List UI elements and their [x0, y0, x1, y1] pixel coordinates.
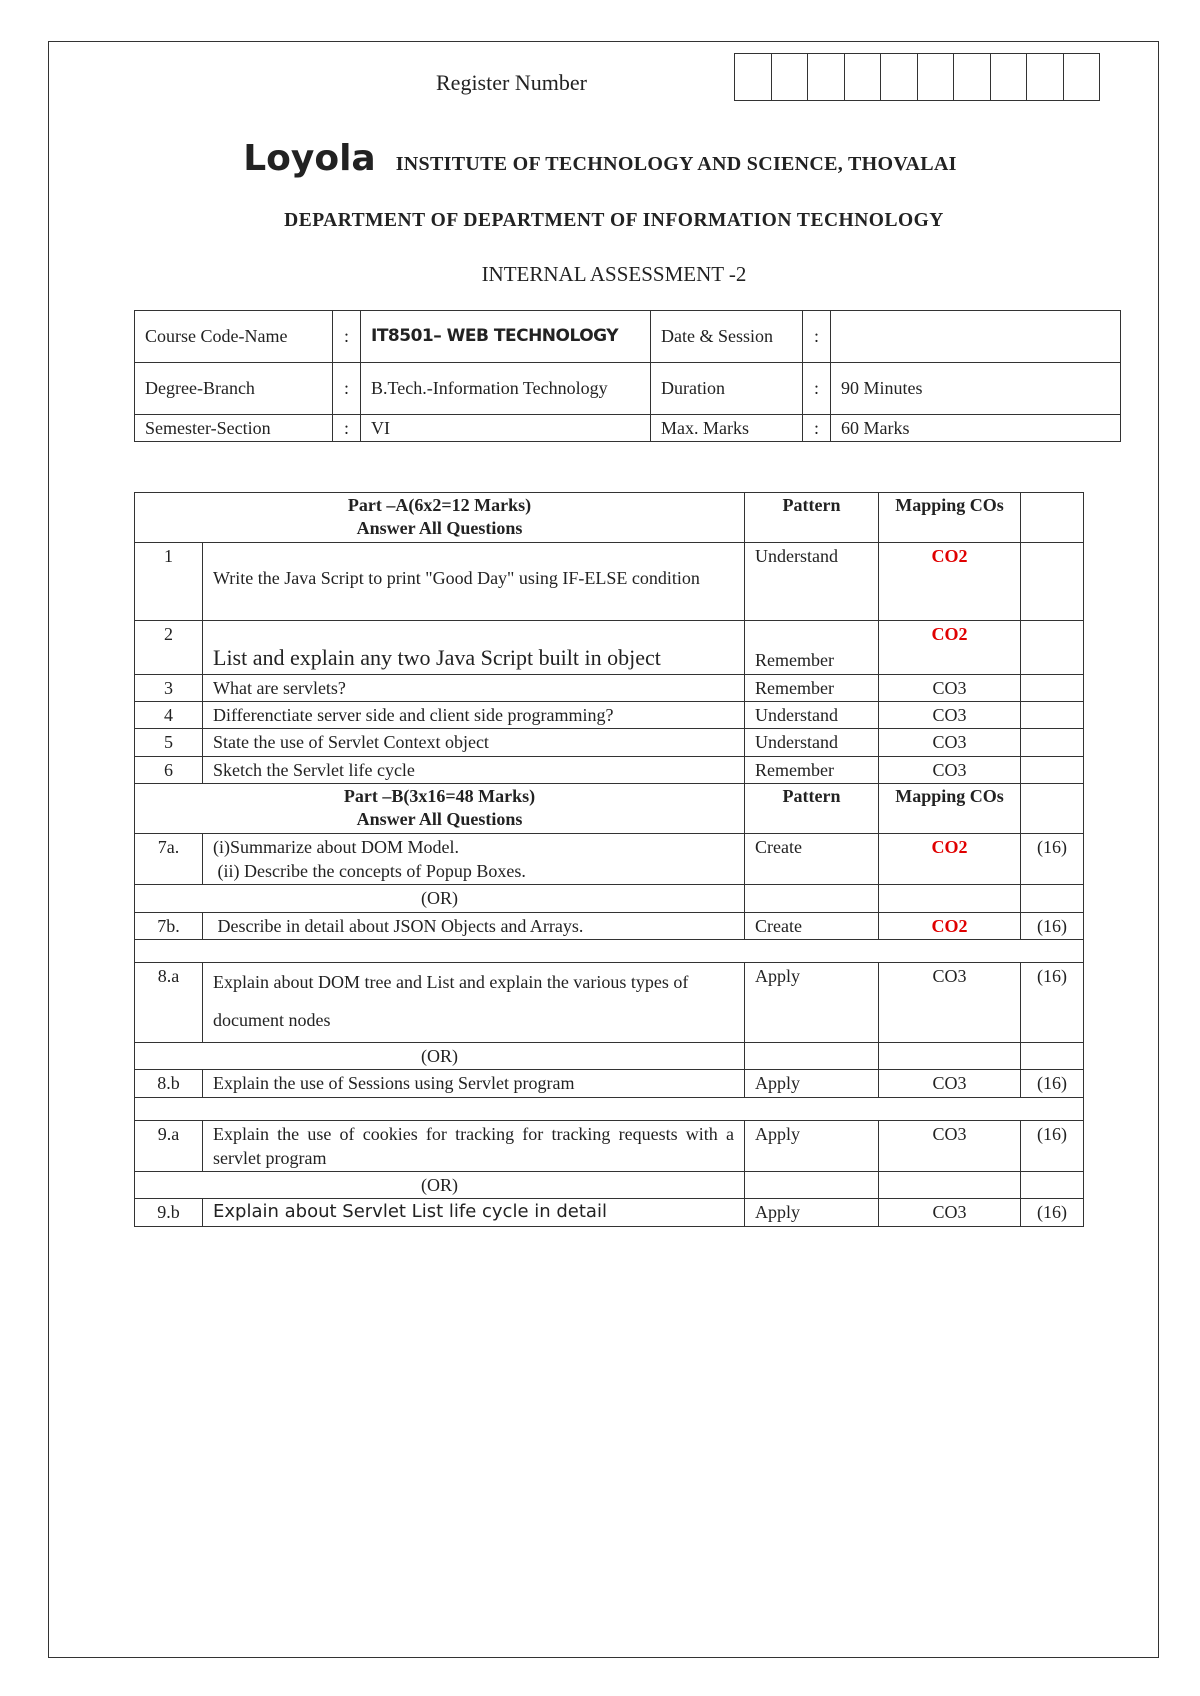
question-text: Explain about DOM tree and List and explain the various types of document nodes [203, 962, 745, 1042]
question-text: Sketch the Servlet life cycle [203, 756, 745, 783]
part-a-subtitle: Answer All Questions [356, 518, 523, 539]
register-number-box[interactable] [1064, 54, 1101, 100]
institution-logo: Loyola [243, 138, 376, 179]
colon: : [333, 311, 361, 363]
question-marks: (16) [1021, 962, 1084, 1042]
empty-cell [1021, 1172, 1084, 1199]
colon: : [803, 363, 831, 415]
colon: : [333, 415, 361, 442]
institution-name: INSTITUTE OF TECHNOLOGY AND SCIENCE, THOVALAI [395, 153, 957, 175]
question-number: 5 [135, 729, 203, 756]
course-code-value: IT8501– WEB TECHNOLOGY [361, 311, 651, 363]
question-co: CO3 [879, 756, 1021, 783]
question-co: CO2 [879, 542, 1021, 620]
question-number: 7a. [135, 833, 203, 885]
empty-cell [879, 885, 1021, 912]
or-row [135, 1172, 1084, 1199]
question-pattern: Remember [745, 756, 879, 783]
register-number-box[interactable] [1027, 54, 1064, 100]
date-value [831, 311, 1121, 363]
register-number-label: Register Number [436, 70, 587, 95]
question-text: Explain about Servlet List life cycle in detail [203, 1199, 745, 1226]
empty-cell [745, 1172, 879, 1199]
question-number: 1 [135, 542, 203, 620]
empty-cell [879, 1172, 1021, 1199]
question-text: Describe in detail about JSON Objects and Arrays. [203, 912, 745, 939]
question-text-line: (i)Summarize about DOM Model. [213, 836, 459, 857]
question-row [135, 912, 1084, 939]
department-title: DEPARTMENT OF DEPARTMENT OF INFORMATION TECHNOLOGY [284, 210, 944, 231]
part-b-title: Part –B(3x16=48 Marks) [343, 785, 536, 806]
question-marks: (16) [1021, 833, 1084, 885]
question-row [135, 729, 1084, 756]
question-text-value: Write the Java Script to print "Good Day" using IF-ELSE condition [213, 567, 700, 588]
register-number-box[interactable] [808, 54, 845, 100]
register-number-boxes[interactable] [734, 53, 1100, 101]
pattern-header: Pattern [745, 783, 879, 833]
empty-cell [1021, 885, 1084, 912]
question-co: CO3 [879, 962, 1021, 1042]
exam-title: INTERNAL ASSESSMENT -2 [481, 262, 747, 286]
or-divider: (OR) [135, 885, 745, 912]
date-label: Date & Session [651, 311, 803, 363]
or-divider: (OR) [135, 1042, 745, 1069]
semester-label: Semester-Section [135, 415, 333, 442]
info-row-course [135, 311, 1121, 363]
question-co: CO3 [879, 674, 1021, 701]
question-number: 3 [135, 674, 203, 701]
question-number: 8.a [135, 962, 203, 1042]
question-row [135, 542, 1084, 620]
question-pattern: Remember [745, 674, 879, 701]
question-marks [1021, 542, 1084, 620]
question-pattern: Apply [745, 1199, 879, 1226]
question-row [135, 674, 1084, 701]
question-text-line: (ii) Describe the concepts of Popup Boxes. [213, 861, 526, 882]
pattern-header: Pattern [745, 493, 879, 543]
or-divider: (OR) [135, 1172, 745, 1199]
empty-cell [1021, 1042, 1084, 1069]
part-a-title: Part –A(6x2=12 Marks) [347, 495, 532, 515]
question-co: CO3 [879, 1070, 1021, 1097]
duration-value: 90 Minutes [831, 363, 1121, 415]
question-text-value: List and explain any two Java Script built in object [213, 645, 661, 671]
question-marks: (16) [1021, 912, 1084, 939]
question-number: 2 [135, 620, 203, 674]
question-row [135, 833, 1084, 885]
course-code-label: Course Code-Name [135, 311, 333, 363]
question-paper-table [134, 492, 1084, 1227]
max-marks-value: 60 Marks [831, 415, 1121, 442]
question-pattern: Create [745, 912, 879, 939]
question-row [135, 1070, 1084, 1097]
question-number: 9.a [135, 1120, 203, 1172]
question-number: 6 [135, 756, 203, 783]
info-row-degree [135, 363, 1121, 415]
question-pattern: Understand [745, 729, 879, 756]
institution-header [0, 138, 1200, 179]
question-marks [1021, 702, 1084, 729]
info-row-semester [135, 415, 1121, 442]
question-co: CO3 [879, 702, 1021, 729]
spacer-cell [135, 1097, 1084, 1120]
question-pattern: Understand [745, 702, 879, 729]
spacer-cell [135, 939, 1084, 962]
degree-label: Degree-Branch [135, 363, 333, 415]
course-info-table [134, 310, 1121, 442]
question-number: 7b. [135, 912, 203, 939]
register-number-box[interactable] [735, 54, 772, 100]
question-row [135, 962, 1084, 1042]
question-row [135, 702, 1084, 729]
question-co: CO3 [879, 1120, 1021, 1172]
question-text: Differenctiate server side and client side programming? [203, 702, 745, 729]
question-text [203, 620, 745, 674]
max-marks-label: Max. Marks [651, 415, 803, 442]
part-b-header [135, 783, 1084, 833]
part-a-title-cell [135, 493, 745, 543]
question-row [135, 620, 1084, 674]
question-number: 8.b [135, 1070, 203, 1097]
question-co: CO2 [879, 912, 1021, 939]
part-b-title-cell [135, 783, 745, 833]
register-number-box[interactable] [991, 54, 1028, 100]
register-number-box[interactable] [954, 54, 991, 100]
mapping-header: Mapping COs [879, 783, 1021, 833]
question-co: CO3 [879, 729, 1021, 756]
empty-cell [879, 1042, 1021, 1069]
mapping-header: Mapping COs [879, 493, 1021, 543]
colon: : [333, 363, 361, 415]
spacer-row [135, 1097, 1084, 1120]
question-pattern: Remember [745, 620, 879, 674]
spacer-row [135, 939, 1084, 962]
question-pattern: Apply [745, 1120, 879, 1172]
question-marks [1021, 729, 1084, 756]
question-row [135, 756, 1084, 783]
empty-cell [745, 885, 879, 912]
or-row [135, 1042, 1084, 1069]
register-number-box[interactable] [845, 54, 882, 100]
question-co: CO3 [879, 1199, 1021, 1226]
part-a-header [135, 493, 1084, 543]
question-text [203, 833, 745, 885]
question-pattern: Apply [745, 1070, 879, 1097]
question-text: What are servlets? [203, 674, 745, 701]
question-marks [1021, 620, 1084, 674]
register-number-box[interactable] [881, 54, 918, 100]
question-marks: (16) [1021, 1199, 1084, 1226]
question-co: CO2 [879, 620, 1021, 674]
or-row [135, 885, 1084, 912]
empty-cell [745, 1042, 879, 1069]
question-pattern: Understand [745, 542, 879, 620]
question-number: 4 [135, 702, 203, 729]
question-marks [1021, 756, 1084, 783]
question-row [135, 1120, 1084, 1172]
question-text: State the use of Servlet Context object [203, 729, 745, 756]
marks-header [1021, 783, 1084, 833]
register-number-box[interactable] [918, 54, 955, 100]
question-marks: (16) [1021, 1120, 1084, 1172]
question-text [203, 542, 745, 620]
question-text: Explain the use of cookies for tracking for tracking requests with a servlet program [203, 1120, 745, 1172]
marks-header [1021, 493, 1084, 543]
part-b-subtitle: Answer All Questions [356, 809, 523, 830]
question-row [135, 1199, 1084, 1226]
question-pattern: Apply [745, 962, 879, 1042]
question-co: CO2 [879, 833, 1021, 885]
question-text: Explain the use of Sessions using Servlet program [203, 1070, 745, 1097]
duration-label: Duration [651, 363, 803, 415]
colon: : [803, 415, 831, 442]
register-number-box[interactable] [772, 54, 809, 100]
degree-value: B.Tech.-Information Technology [361, 363, 651, 415]
question-marks [1021, 674, 1084, 701]
question-pattern: Create [745, 833, 879, 885]
semester-value: VI [361, 415, 651, 442]
question-marks: (16) [1021, 1070, 1084, 1097]
colon: : [803, 311, 831, 363]
question-number: 9.b [135, 1199, 203, 1226]
